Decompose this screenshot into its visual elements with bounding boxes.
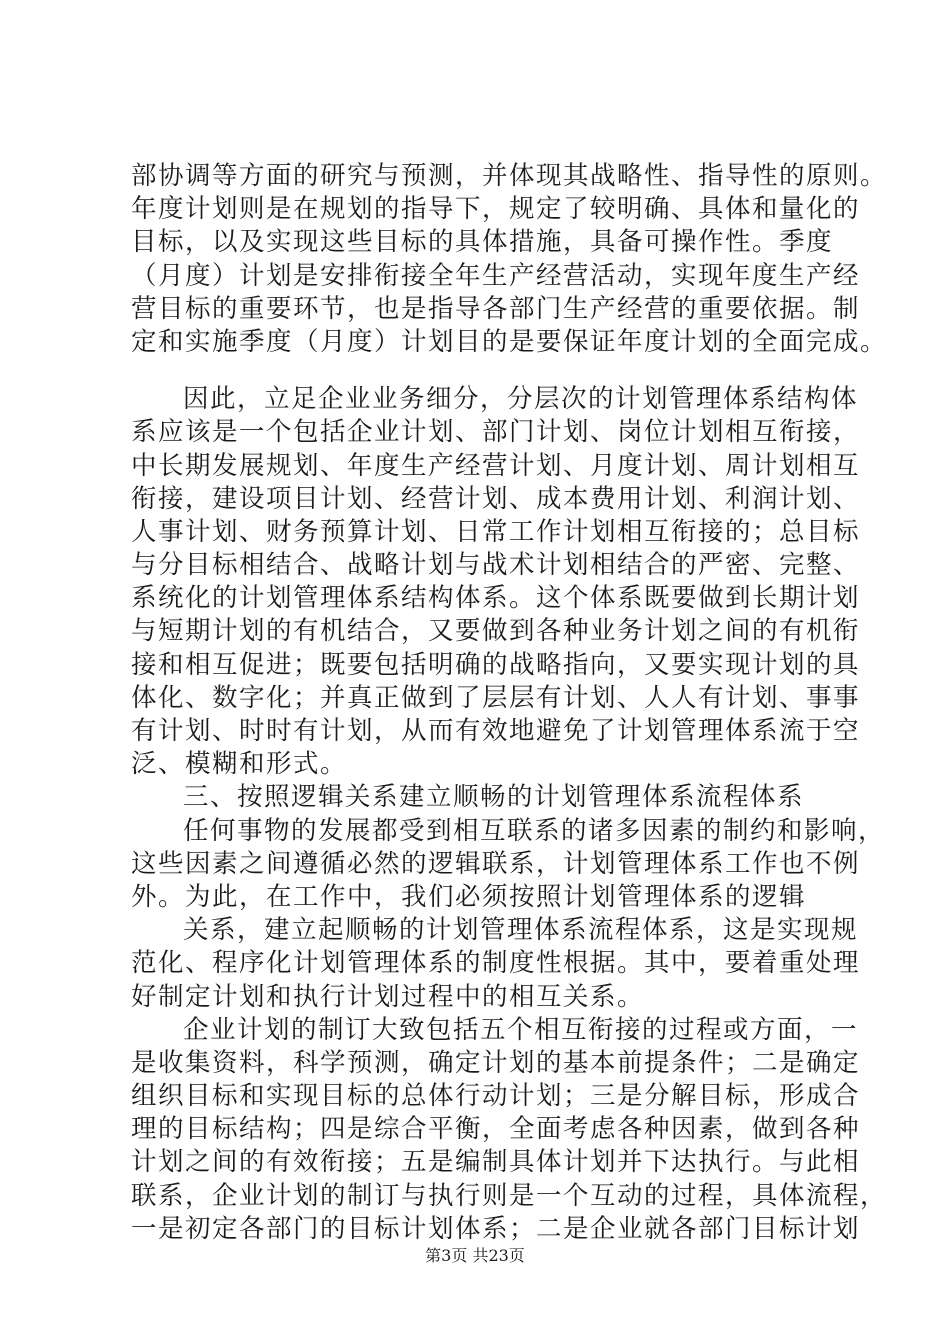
text-line: 部协调等方面的研究与预测，并体现其战略性、指导性的原则。 <box>131 161 888 191</box>
text-line: 年度计划则是在规划的指导下，规定了较明确、具体和量化的 <box>131 194 861 225</box>
text-line: 一是初定各部门的目标计划体系；二是企业就各部门目标计划 <box>131 1213 861 1244</box>
page-number: 第3页 共23页 <box>425 1246 525 1265</box>
section-heading: 三、按照逻辑关系建立顺畅的计划管理体系流程体系 <box>183 782 805 813</box>
document-body <box>131 160 888 1246</box>
page-footer <box>0 1243 950 1266</box>
text-line: 因此，立足企业业务细分，分层次的计划管理体系结构体 <box>183 384 859 415</box>
text-line: 范化、程序化计划管理体系的制度性根据。其中，要着重处理 <box>131 948 861 979</box>
text-line: 系应该是一个包括企业计划、部门计划、岗位计划相互衔接， <box>131 417 861 448</box>
text-line: 好制定计划和执行计划过程中的相互关系。 <box>131 981 645 1012</box>
text-line: 关系，建立起顺畅的计划管理体系流程体系，这是实现规 <box>183 915 859 946</box>
text-line: 人事计划、财务预算计划、日常工作计划相互衔接的；总目标 <box>131 516 861 547</box>
text-line: 任何事物的发展都受到相互联系的诸多因素的制约和影响， <box>183 815 886 846</box>
text-line: 衔接，建设项目计划、经营计划、成本费用计划、利润计划、 <box>131 483 861 514</box>
text-line: 理的目标结构；四是综合平衡，全面考虑各种因素，做到各种 <box>131 1114 861 1145</box>
text-line: 组织目标和实现目标的总体行动计划；三是分解目标，形成合 <box>131 1081 861 1112</box>
text-line: 联系，企业计划的制订与执行则是一个互动的过程，具体流程， <box>131 1180 888 1211</box>
paragraph-gap <box>131 359 851 383</box>
text-line: 营目标的重要环节，也是指导各部门生产经营的重要依据。制 <box>131 293 861 324</box>
text-line: 目标，以及实现这些目标的具体措施，具备可操作性。季度 <box>131 227 834 258</box>
text-line: 有计划、时时有计划，从而有效地避免了计划管理体系流于空 <box>131 716 861 746</box>
text-line: 系统化的计划管理体系结构体系。这个体系既要做到长期计划 <box>131 583 861 614</box>
text-line: 泛、模糊和形式。 <box>131 749 348 780</box>
text-line: 中长期发展规划、年度生产经营计划、月度计划、周计划相互 <box>131 450 861 481</box>
text-line: 与分目标相结合、战略计划与战术计划相结合的严密、完整、 <box>131 550 861 581</box>
text-line: 企业计划的制订大致包括五个相互衔接的过程或方面，一 <box>183 1014 859 1045</box>
text-line: 与短期计划的有机结合，又要做到各种业务计划之间的有机衔 <box>131 616 861 647</box>
text-line: 外。为此，在工作中，我们必须按照计划管理体系的逻辑 <box>131 881 807 912</box>
text-line: 定和实施季度（月度）计划目的是要保证年度计划的全面完成。 <box>131 326 888 357</box>
text-line: 体化、数字化；并真正做到了层层有计划、人人有计划、事事 <box>131 682 861 713</box>
text-line: 接和相互促进；既要包括明确的战略指向，又要实现计划的具 <box>131 649 861 680</box>
text-line: 这些因素之间遵循必然的逻辑联系，计划管理体系工作也不例 <box>131 848 861 879</box>
text-line: 是收集资料，科学预测，确定计划的基本前提条件；二是确定 <box>131 1047 861 1078</box>
text-line: 计划之间的有效衔接；五是编制具体计划并下达执行。与此相 <box>131 1147 861 1178</box>
text-line: （月度）计划是安排衔接全年生产经营活动，实现年度生产经 <box>131 260 861 291</box>
